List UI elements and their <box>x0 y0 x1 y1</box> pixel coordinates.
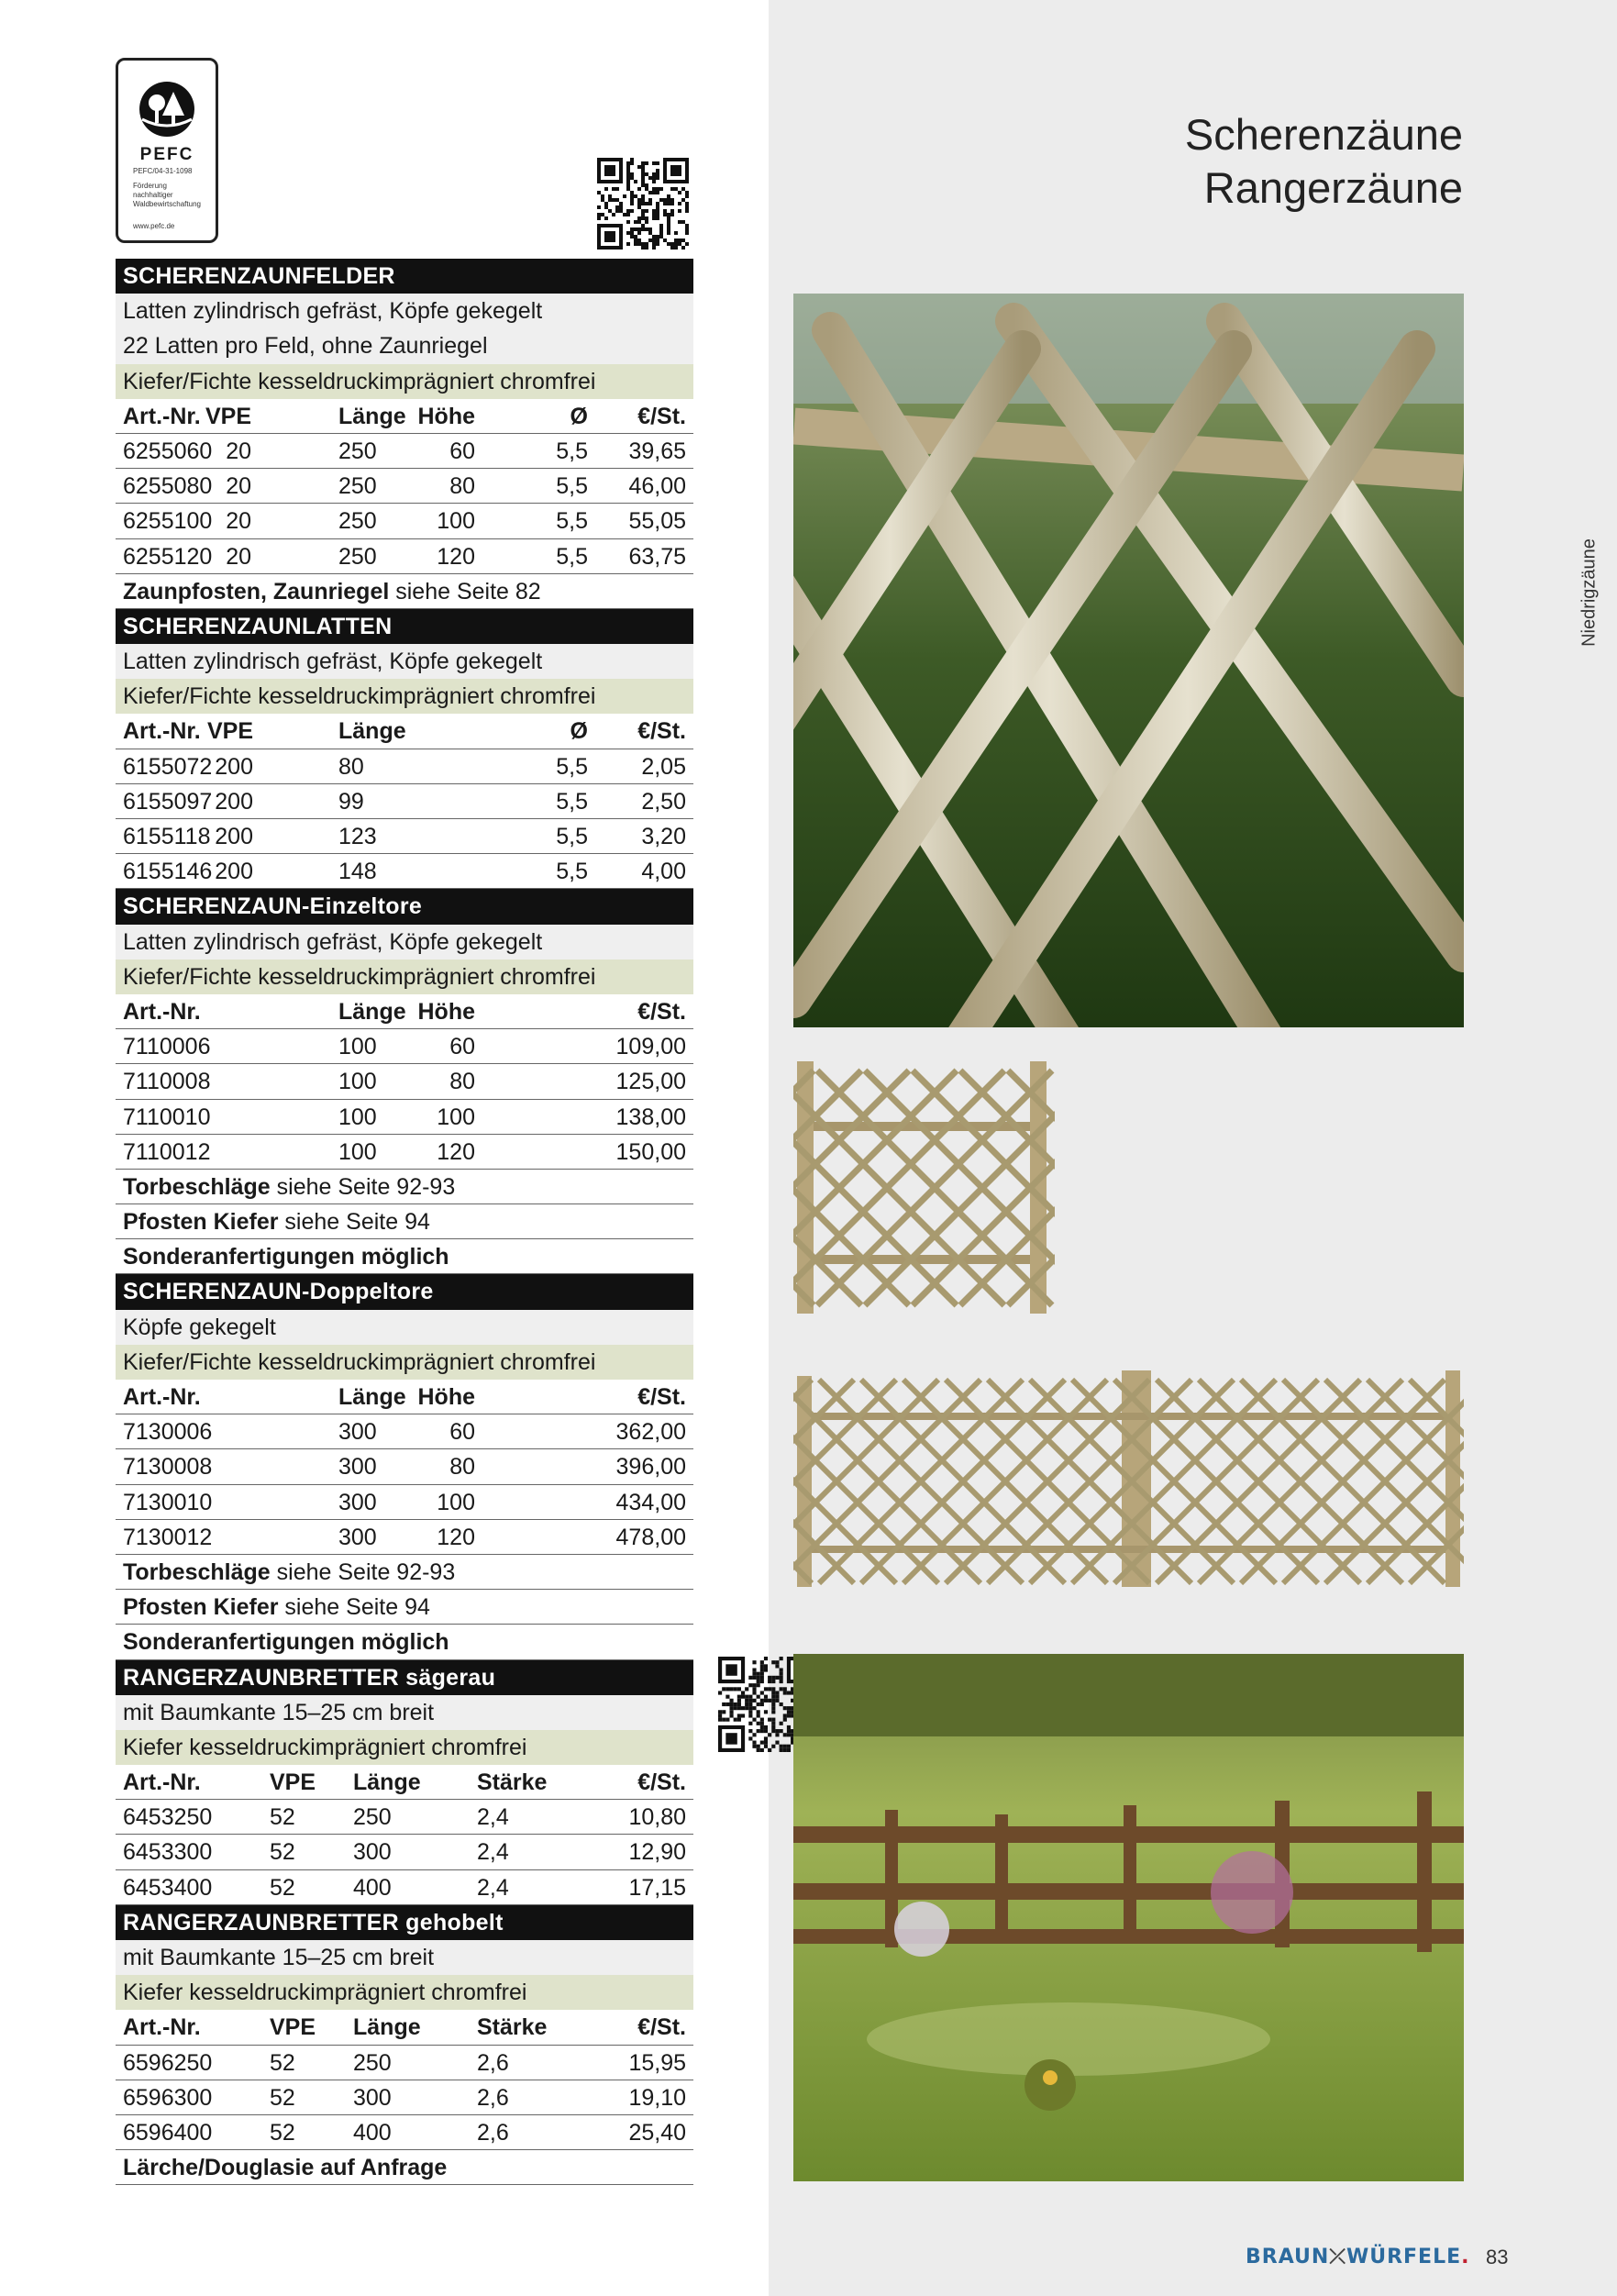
table-cell: 5,5 <box>556 473 588 500</box>
table-row <box>116 1414 693 1449</box>
page-number: 83 <box>1486 2246 1509 2268</box>
section-note <box>116 1555 693 1590</box>
column-header: Höhe <box>417 403 475 429</box>
scherenzaun-closeup-photo <box>793 294 1464 1027</box>
table-row <box>116 749 693 784</box>
table-cell: 20 <box>226 508 251 535</box>
table-cell: 80 <box>449 473 475 500</box>
section-description: Latten zylindrisch gefräst, Köpfe gekegelt <box>116 294 693 328</box>
table-cell: 200 <box>215 859 253 885</box>
table-cell: 2,50 <box>641 788 686 815</box>
side-category-label: Niedrigzäune <box>1578 538 1600 647</box>
table-cell: 52 <box>270 1839 295 1866</box>
column-header: Art.-Nr. <box>123 718 201 745</box>
note-bold: Torbeschläge <box>123 1173 271 1200</box>
table-cell: 400 <box>353 1874 392 1901</box>
table-cell: 6596250 <box>123 2049 213 2076</box>
column-header: Länge <box>338 718 406 745</box>
table-cell: 120 <box>437 1524 475 1550</box>
section-description: 22 Latten pro Feld, ohne Zaunriegel <box>116 328 693 363</box>
table-cell: 6155097 <box>123 788 213 815</box>
section-header <box>116 889 693 924</box>
table-cell: 6255120 <box>123 543 213 570</box>
section-title: RANGERZAUNBRETTER <box>123 1909 399 1936</box>
table-cell: 4,00 <box>641 859 686 885</box>
column-header: €/St. <box>637 403 686 429</box>
table-cell: 19,10 <box>628 2084 686 2111</box>
table-cell: 6596400 <box>123 2119 213 2146</box>
table-header-row <box>116 399 693 434</box>
section-header <box>116 259 693 294</box>
table-row <box>116 819 693 854</box>
section-description: Kiefer/Fichte kesseldruckimprägniert chromfrei <box>116 959 693 994</box>
column-header: Stärke <box>477 1769 548 1796</box>
table-cell: 52 <box>270 1874 295 1901</box>
table-cell: 60 <box>449 1034 475 1060</box>
table-cell: 100 <box>437 508 475 535</box>
column-header: Ø <box>570 718 588 745</box>
table-header-row <box>116 994 693 1029</box>
table-cell: 7130008 <box>123 1454 213 1481</box>
section-note <box>116 2150 693 2185</box>
section-title: SCHERENZAUN-Einzeltore <box>123 893 423 920</box>
table-cell: 80 <box>338 753 364 780</box>
table-cell: 300 <box>338 1419 377 1446</box>
section-header <box>116 609 693 644</box>
note-bold: Zaunpfosten, Zaunriegel <box>123 578 390 605</box>
table-cell: 138,00 <box>615 1104 686 1130</box>
section-description: Kiefer kesseldruckimprägniert chromfrei <box>116 1730 693 1765</box>
table-row <box>116 2046 693 2080</box>
table-cell: 2,6 <box>477 2084 509 2111</box>
table-cell: 6255080 <box>123 473 213 500</box>
table-cell: 7110012 <box>123 1138 211 1165</box>
table-cell: 6453400 <box>123 1874 213 1901</box>
section-note <box>116 1170 693 1204</box>
note-bold: Pfosten Kiefer <box>123 1209 279 1236</box>
table-cell: 6255100 <box>123 508 213 535</box>
table-cell: 100 <box>437 1104 475 1130</box>
table-cell: 7130012 <box>123 1524 213 1550</box>
table-row <box>116 854 693 889</box>
note-text: siehe Seite 94 <box>278 1209 430 1236</box>
table-cell: 6155146 <box>123 859 213 885</box>
column-header: Länge <box>338 1384 406 1410</box>
note-bold: Lärche/Douglasie auf Anfrage <box>123 2155 448 2181</box>
table-cell: 5,5 <box>556 859 588 885</box>
table-row <box>116 539 693 574</box>
table-cell: 250 <box>353 2049 392 2076</box>
table-cell: 200 <box>215 824 253 849</box>
column-header: €/St. <box>637 1384 686 1410</box>
table-cell: 52 <box>270 2049 295 2076</box>
table-header-row <box>116 2010 693 2045</box>
table-cell: 60 <box>449 1419 475 1446</box>
table-cell: 2,6 <box>477 2119 509 2146</box>
note-text: siehe Seite 92-93 <box>270 1558 456 1585</box>
column-header: Art.-Nr. <box>123 1769 201 1796</box>
section-note <box>116 1590 693 1625</box>
table-header-row <box>116 1765 693 1800</box>
table-cell: 123 <box>338 824 377 849</box>
table-cell: 5,5 <box>556 438 588 464</box>
section-note <box>116 574 693 609</box>
table-row <box>116 1485 693 1520</box>
column-header: Art.-Nr. <box>123 2014 201 2041</box>
table-cell: 63,75 <box>628 543 686 570</box>
table-cell: 250 <box>338 473 377 500</box>
pefc-tree-icon <box>137 79 197 139</box>
column-header: Länge <box>353 2014 421 2041</box>
table-row <box>116 1064 693 1099</box>
column-header: €/St. <box>637 2014 686 2041</box>
table-cell: 5,5 <box>556 543 588 570</box>
table-cell: 5,5 <box>556 788 588 815</box>
section-header <box>116 1905 693 1940</box>
table-cell: 6453250 <box>123 1804 213 1831</box>
column-header: €/St. <box>637 998 686 1025</box>
table-header-row <box>116 714 693 749</box>
section-note <box>116 1625 693 1659</box>
section-title: SCHERENZAUNLATTEN <box>123 613 393 639</box>
column-header: VPE <box>206 718 253 745</box>
table-cell: 6255060 <box>123 438 213 464</box>
table-row <box>116 1520 693 1555</box>
pefc-line-3: Waldbewirtschaftung <box>133 200 201 208</box>
table-header-row <box>116 1380 693 1414</box>
table-cell: 7110010 <box>123 1104 211 1130</box>
table-cell: 80 <box>449 1454 475 1481</box>
column-header: Art.-Nr. <box>123 1384 201 1410</box>
table-cell: 250 <box>338 438 377 464</box>
column-header: Ø <box>570 403 588 429</box>
table-cell: 6453300 <box>123 1839 213 1866</box>
table-cell: 20 <box>226 543 251 570</box>
table-cell: 200 <box>215 753 253 780</box>
table-row <box>116 434 693 469</box>
table-cell: 300 <box>353 2084 392 2111</box>
section-title: SCHERENZAUNFELDER <box>123 263 395 289</box>
table-row <box>116 1100 693 1135</box>
table-cell: 2,4 <box>477 1874 509 1901</box>
note-bold: Sonderanfertigungen möglich <box>123 1629 449 1656</box>
doppeltor-product-photo <box>793 1367 1464 1592</box>
table-cell: 2,4 <box>477 1804 509 1831</box>
table-cell: 20 <box>226 473 251 500</box>
section-description: mit Baumkante 15–25 cm breit <box>116 1940 693 1975</box>
table-cell: 434,00 <box>615 1489 686 1515</box>
table-cell: 6155072 <box>123 753 213 780</box>
section-note <box>116 1239 693 1274</box>
table-row <box>116 1029 693 1064</box>
section-title: RANGERZAUNBRETTER <box>123 1664 399 1691</box>
table-cell: 6596300 <box>123 2084 213 2111</box>
column-header: Stärke <box>477 2014 548 2041</box>
table-cell: 2,6 <box>477 2049 509 2076</box>
table-cell: 100 <box>338 1138 377 1165</box>
pefc-logo <box>116 58 218 243</box>
table-cell: 46,00 <box>628 473 686 500</box>
note-text: siehe Seite 82 <box>389 578 541 605</box>
section-description: Latten zylindrisch gefräst, Köpfe gekegelt <box>116 925 693 959</box>
table-cell: 52 <box>270 1804 295 1831</box>
table-cell: 120 <box>437 1138 475 1165</box>
rangerzaun-photo <box>793 1654 1464 2181</box>
section-note <box>116 1204 693 1239</box>
table-row <box>116 784 693 819</box>
table-cell: 52 <box>270 2119 295 2146</box>
table-cell: 250 <box>338 543 377 570</box>
section-description: Latten zylindrisch gefräst, Köpfe gekegelt <box>116 644 693 679</box>
table-cell: 52 <box>270 2084 295 2111</box>
section-description: Kiefer/Fichte kesseldruckimprägniert chromfrei <box>116 679 693 714</box>
section-header <box>116 1660 693 1695</box>
column-header: €/St. <box>637 718 686 745</box>
pefc-code: PEFC/04-31-1098 <box>133 167 193 175</box>
table-cell: 109,00 <box>615 1034 686 1060</box>
table-cell: 300 <box>338 1489 377 1515</box>
table-cell: 80 <box>449 1069 475 1095</box>
table-cell: 300 <box>353 1839 392 1866</box>
table-cell: 300 <box>338 1524 377 1550</box>
section-title-suffix: sägerau <box>398 1664 496 1691</box>
column-header: VPE <box>270 2014 316 2041</box>
table-cell: 55,05 <box>628 508 686 535</box>
column-header: Höhe <box>417 998 475 1025</box>
page-title-line-1: Scherenzäune <box>1184 110 1463 159</box>
table-cell: 7110008 <box>123 1069 211 1095</box>
table-cell: 148 <box>338 859 377 885</box>
table-cell: 362,00 <box>615 1419 686 1446</box>
qr-code-icon[interactable] <box>597 156 689 251</box>
note-text: siehe Seite 92-93 <box>270 1173 456 1200</box>
table-cell: 100 <box>437 1489 475 1515</box>
column-header: Länge <box>353 1769 421 1796</box>
table-cell: 20 <box>226 438 251 464</box>
column-header: VPE <box>205 403 251 429</box>
table-cell: 25,40 <box>628 2119 686 2146</box>
table-cell: 125,00 <box>615 1069 686 1095</box>
pefc-brand: PEFC <box>139 145 194 164</box>
table-row <box>116 2115 693 2150</box>
product-tables <box>116 259 693 2185</box>
table-cell: 200 <box>215 788 253 815</box>
table-cell: 100 <box>338 1104 377 1130</box>
table-cell: 100 <box>338 1069 377 1095</box>
section-description: mit Baumkante 15–25 cm breit <box>116 1695 693 1730</box>
table-cell: 10,80 <box>628 1804 686 1831</box>
table-cell: 120 <box>437 543 475 570</box>
pefc-line-1: Förderung <box>133 182 167 190</box>
table-cell: 3,20 <box>641 824 686 849</box>
table-cell: 100 <box>338 1034 377 1060</box>
page-title-line-2: Rangerzäune <box>1203 163 1463 212</box>
section-header <box>116 1274 693 1309</box>
column-header: Art.-Nr. <box>123 403 201 429</box>
column-header: Höhe <box>417 1384 475 1410</box>
table-cell: 150,00 <box>615 1138 686 1165</box>
table-cell: 5,5 <box>556 824 588 849</box>
table-cell: 12,90 <box>628 1839 686 1866</box>
note-bold: Pfosten Kiefer <box>123 1594 279 1621</box>
column-header: Länge <box>338 403 406 429</box>
table-cell: 250 <box>353 1804 392 1831</box>
note-bold: Sonderanfertigungen möglich <box>123 1244 449 1270</box>
table-row <box>116 2080 693 2115</box>
table-cell: 15,95 <box>628 2049 686 2076</box>
table-cell: 7130010 <box>123 1489 213 1515</box>
column-header: VPE <box>270 1769 316 1796</box>
table-cell: 17,15 <box>628 1874 686 1901</box>
table-cell: 2,4 <box>477 1839 509 1866</box>
table-cell: 250 <box>338 508 377 535</box>
table-row <box>116 1800 693 1835</box>
section-description: Kiefer/Fichte kesseldruckimprägniert chromfrei <box>116 1345 693 1380</box>
table-cell: 7110006 <box>123 1034 211 1060</box>
table-cell: 400 <box>353 2119 392 2146</box>
section-description: Kiefer kesseldruckimprägniert chromfrei <box>116 1975 693 2010</box>
section-title-suffix: gehobelt <box>398 1909 504 1936</box>
page-title <box>1185 108 1463 215</box>
brand-logo: BRAUN⤫WÜRFELE. <box>1246 2246 1470 2268</box>
table-row <box>116 504 693 538</box>
table-cell: 7130006 <box>123 1419 213 1446</box>
einzeltor-product-photo <box>793 1058 1055 1317</box>
table-cell: 60 <box>449 438 475 464</box>
column-header: Länge <box>338 998 406 1025</box>
section-title: SCHERENZAUN-Doppeltore <box>123 1279 434 1305</box>
section-description: Kiefer/Fichte kesseldruckimprägniert chromfrei <box>116 364 693 399</box>
note-bold: Torbeschläge <box>123 1558 271 1585</box>
table-cell: 39,65 <box>628 438 686 464</box>
table-cell: 6155118 <box>123 824 211 849</box>
table-row <box>116 1870 693 1905</box>
section-description: Köpfe gekegelt <box>116 1310 693 1345</box>
table-row <box>116 469 693 504</box>
pefc-line-2: nachhaltiger <box>133 191 173 199</box>
table-cell: 396,00 <box>615 1454 686 1481</box>
pefc-url: www.pefc.de <box>133 222 175 230</box>
table-cell: 478,00 <box>615 1524 686 1550</box>
note-text: siehe Seite 94 <box>278 1594 430 1621</box>
table-cell: 5,5 <box>556 753 588 780</box>
column-header: €/St. <box>637 1769 686 1796</box>
table-row <box>116 1135 693 1170</box>
column-header: Art.-Nr. <box>123 998 201 1025</box>
table-row <box>116 1449 693 1484</box>
table-cell: 300 <box>338 1454 377 1481</box>
table-cell: 99 <box>338 788 364 815</box>
table-cell: 5,5 <box>556 508 588 535</box>
table-cell: 2,05 <box>641 753 686 780</box>
table-row <box>116 1835 693 1869</box>
